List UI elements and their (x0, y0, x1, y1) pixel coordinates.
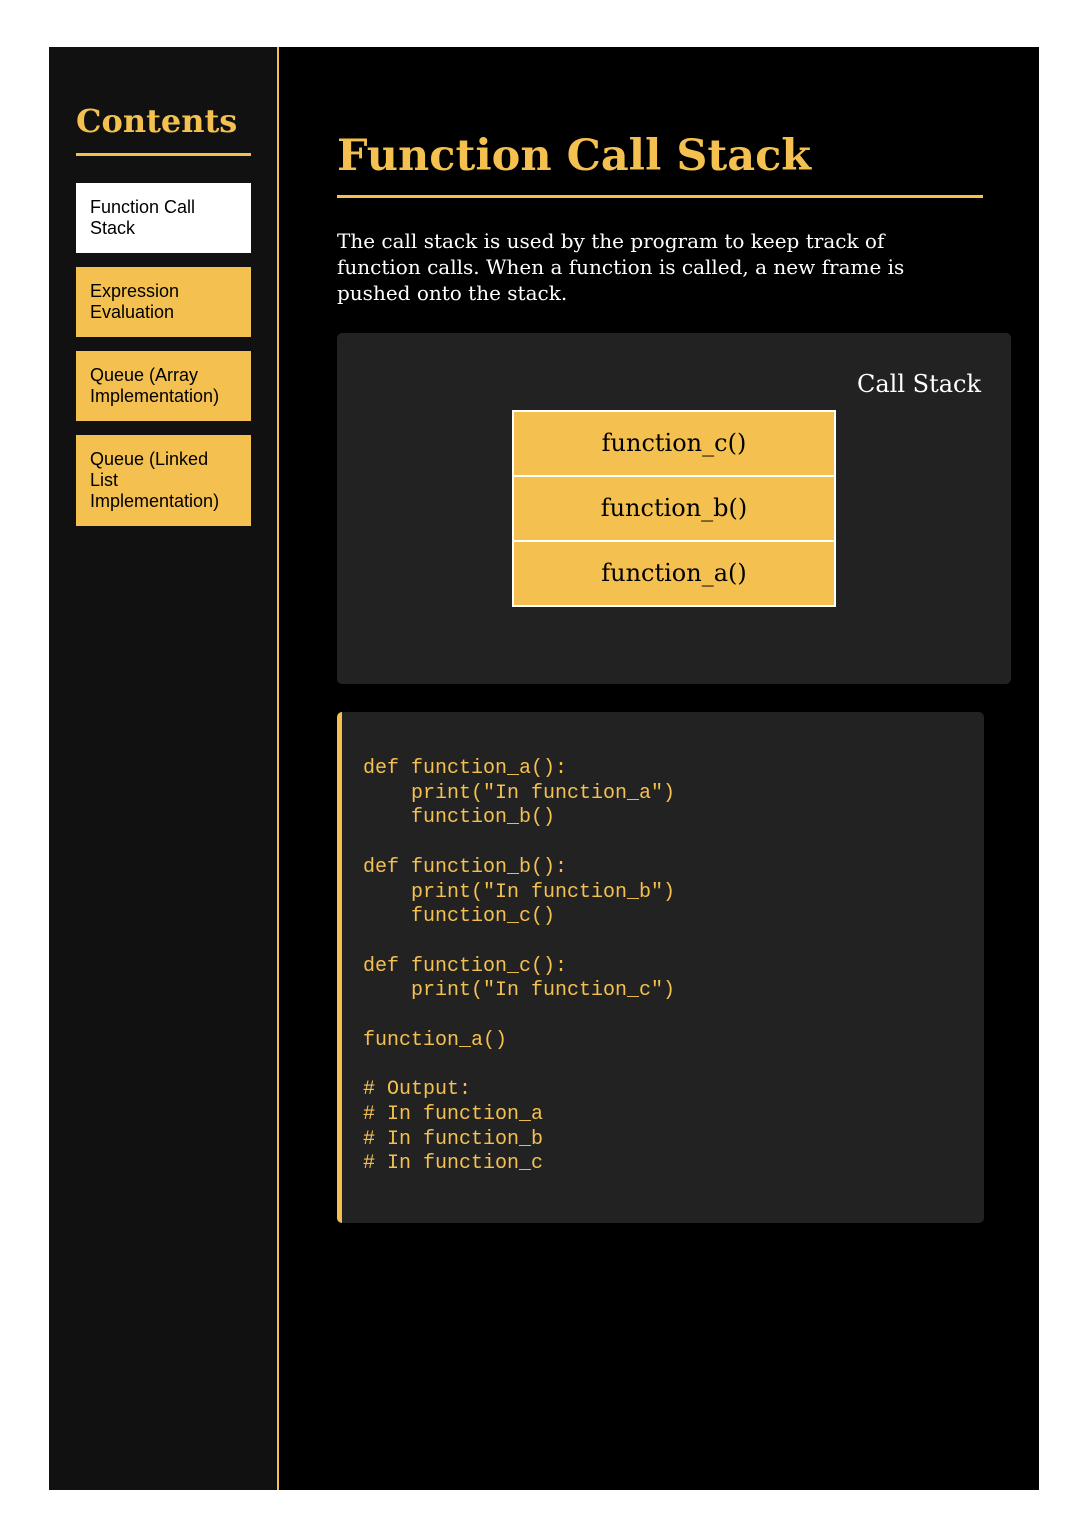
stack-frame-function-a: function_a() (514, 542, 834, 605)
code-block (337, 712, 984, 1223)
page (49, 47, 1039, 1490)
sidebar-item-expression-evaluation[interactable]: Expression Evaluation (76, 267, 251, 337)
sidebar-item-queue-linked-list[interactable]: Queue (Linked List Implementation) (76, 435, 251, 526)
intro-paragraph: The call stack is used by the program to keep track of function calls. When a function is called, a new frame is pushed onto the stack. (337, 229, 905, 305)
call-stack (512, 410, 836, 607)
sidebar-title: Contents (76, 99, 251, 156)
sidebar-item-function-call-stack[interactable]: Function Call Stack (76, 183, 251, 253)
stack-frame-function-c: function_c() (514, 412, 834, 477)
page-title: Function Call Stack (337, 127, 983, 198)
sidebar (49, 47, 279, 1490)
call-stack-label: Call Stack (856, 370, 981, 398)
call-stack-panel (337, 333, 1011, 684)
stack-frame-function-b: function_b() (514, 477, 834, 542)
sidebar-item-queue-array[interactable]: Queue (Array Implementation) (76, 351, 251, 421)
code-listing: def function_a(): print("In function_a") function_b() def function_b(): print("In function_b") function_c() def function_c(): print("In function_c") function_a() # Output: # In function_a # In function_b # In function_c (363, 757, 676, 1176)
sidebar-nav (76, 183, 251, 540)
